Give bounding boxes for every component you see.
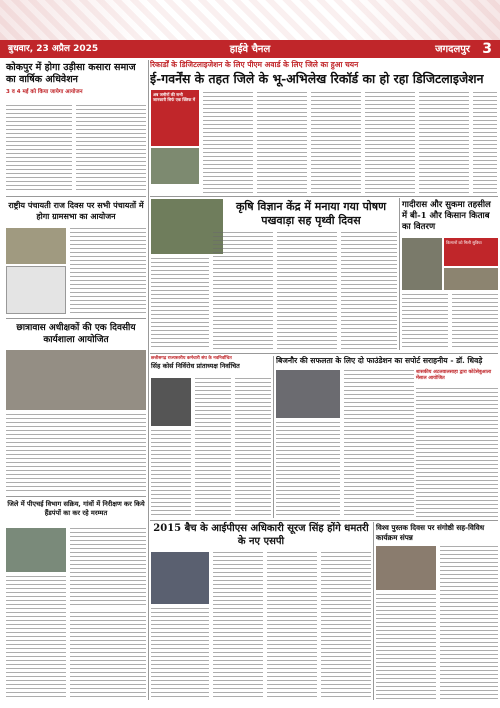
masthead-decoration: [0, 0, 500, 40]
issue-date: बुधवार, 23 अप्रैल 2025: [8, 44, 99, 54]
edition-city: जगदलपुर: [435, 44, 470, 55]
right-lower-body: [416, 388, 498, 518]
kvk-body-col4: [341, 232, 397, 350]
union-body-col2: [235, 378, 271, 518]
left-divider-1: [6, 196, 146, 197]
left-bottom-story: [6, 500, 146, 517]
left-top-subhead: 3 व 4 मई को किया जायेगा आयोजन: [6, 89, 83, 95]
mid-divider: [150, 353, 498, 354]
gadiras-body-col2: [452, 294, 498, 350]
ips-body-col0: [151, 608, 209, 700]
ips-body-col1: [213, 552, 263, 700]
left-mid-headline: राष्ट्रीय पंचायती राज दिवस पर सभी पंचायतों में होगा ग्रामसभा का आयोजन: [8, 200, 144, 221]
ips-divider: [373, 522, 374, 700]
left-lower-headline: छात्रावास अधीक्षकों की एक दिवसीय कार्यशाला आयोजित: [16, 323, 136, 345]
top-body-col4: [365, 92, 415, 194]
ips-body-col3: [321, 552, 371, 700]
page-number: 3: [482, 41, 492, 57]
book-day-photo: [376, 546, 436, 590]
kvk-body-col1: [151, 258, 209, 350]
union-headline: सिंह कोर्स निर्विरोध प्रांताध्यक्ष निर्वाचित: [151, 362, 240, 370]
bijnaur-photo: [276, 370, 340, 418]
ips-headline: 2015 बैच के आईपीएस अधिकारी सूरज सिंह होंगे धमतरी के नए एसपी: [153, 523, 369, 547]
top-kicker-wrap: [150, 60, 498, 70]
left-bottom-body-col0: [6, 576, 66, 700]
left-mid-photo: [6, 228, 66, 264]
left-mid-story: [6, 200, 146, 221]
left-mid-box: [6, 266, 66, 314]
bijnaur-story: [276, 356, 498, 366]
union-photo: [151, 378, 191, 426]
top-info-box: [151, 90, 199, 146]
book-day-story: [376, 523, 498, 542]
top-banner-wrap: [150, 70, 498, 90]
top-body-col1: [203, 92, 253, 194]
top-body-col6: [473, 92, 497, 194]
left-lower-body: [6, 414, 146, 492]
ips-story: [151, 523, 371, 548]
gadiras-story: [402, 200, 498, 233]
kvk-headline: कृषि विज्ञान केंद्र में मनाया गया पोषण पखवाड़ा सह पृथ्वी दिवस: [235, 200, 387, 227]
left-bottom-body-col1: [70, 528, 146, 608]
book-day-headline: विश्व पुस्तक दिवस पर संगोष्ठी सह-विविध कार्यक्रम संपन्न: [376, 523, 485, 542]
left-top-story: [6, 62, 146, 96]
gadiras-box-text: किसानों को मिली सुविधा: [446, 240, 482, 245]
union-divider: [273, 356, 274, 518]
gadiras-photo: [402, 238, 442, 290]
bijnaur-body-col1: [344, 370, 414, 518]
phe-photo: [6, 528, 66, 572]
top-body-col2: [257, 92, 307, 194]
gadiras-box: [444, 238, 498, 266]
gadiras-photo-2: [444, 268, 498, 290]
left-top-headline: कोकपुर में होगा उड़ीसा कसारा समाज का वार्षिक अधिवेशन: [6, 62, 136, 85]
gadiras-headline: गादीरास और सुकमा तहसील में बी-1 और किसान किताब का वितरण: [402, 200, 491, 232]
union-story: [151, 356, 261, 370]
ips-body-col2: [267, 552, 317, 700]
left-top-body-col1: [6, 105, 72, 193]
lower-divider: [150, 520, 498, 521]
right-lower-subhead: शासकीय अटलवालसाहा द्वारा कोटेसेबुआला मेंसाल आयोजित: [416, 370, 492, 382]
left-divider-2: [6, 318, 146, 319]
right-lower-sub-wrap: [416, 370, 498, 383]
top-info-box-text: अब जमीनों की सभी जानकारी सिर्फ एक क्लिक में: [153, 92, 196, 103]
top-body-col3: [311, 92, 361, 194]
book-day-body-col0: [376, 594, 436, 700]
top-kicker: रिकार्डों के डिजिटलाइजेशन के लिए पीएम अवार्ड के लिए जिले का हुआ चयन: [150, 60, 359, 69]
left-top-body-col2: [76, 105, 146, 193]
masthead: [0, 0, 500, 64]
top-banner-headline: ई-गवर्नेंस के तहत जिले के भू-अभिलेख रिकॉर्ड का हो रहा डिजिटलाइजेशन: [150, 71, 484, 86]
edition-name: हाईवे चैनल: [229, 44, 271, 55]
book-day-body-col1: [440, 546, 498, 700]
gadiras-body-col1: [402, 294, 448, 350]
top-story-divider: [150, 196, 498, 197]
column-divider: [148, 60, 149, 700]
hostel-photo: [6, 350, 146, 410]
top-body-col5: [419, 92, 469, 194]
bijnaur-body-col0: [276, 422, 340, 518]
kvk-body-col2: [213, 232, 273, 350]
left-mid-body: [70, 228, 146, 314]
left-bottom-body-col2: [70, 612, 146, 700]
left-divider-3: [6, 496, 146, 497]
left-lower-story: [6, 322, 146, 346]
kvk-divider: [399, 198, 400, 350]
kvk-body-col3: [277, 232, 337, 350]
ips-photo: [151, 552, 209, 604]
kvk-story: [226, 200, 396, 228]
bijnaur-headline: बिजनौर की सफलता के लिए दो फाउंडेशन का सपोर्ट सराहनीय - डॉ. धिवड़े: [276, 356, 483, 365]
union-body-col1: [195, 378, 231, 518]
union-kicker: छत्तीसगढ़ राज्यस्तरीय कर्मचारी संघ के नवनिर्वाचित: [151, 356, 232, 361]
union-body-col0: [151, 430, 191, 518]
left-bottom-headline: जिले में पीएचई विभाग सक्रिय, गांवों में निरीक्षण कर किये हैंडपंपों का कर रहे मरम्मत: [7, 500, 145, 517]
top-story-photo: [151, 148, 199, 184]
